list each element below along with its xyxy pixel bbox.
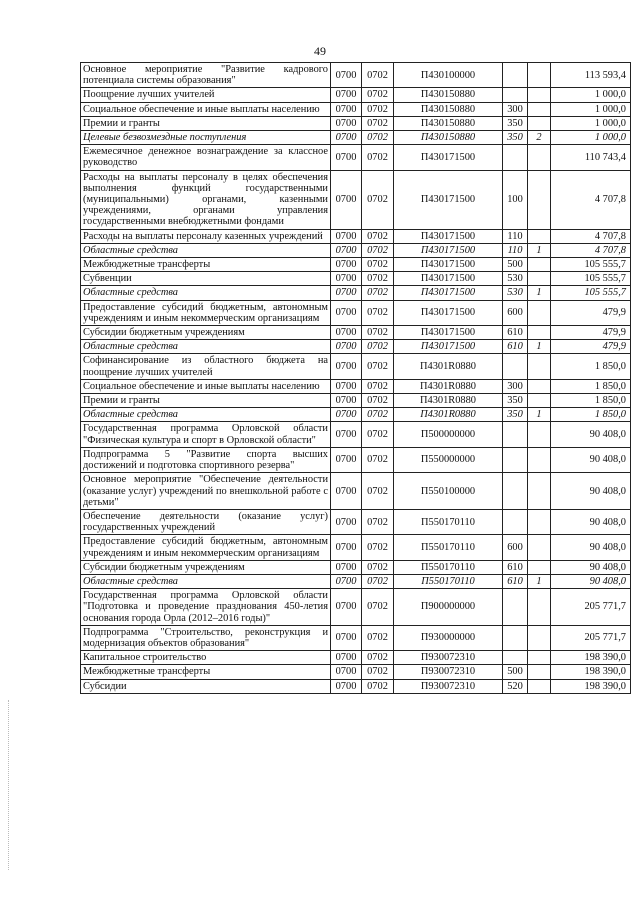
row-expense-type — [503, 145, 528, 170]
row-amount: 90 408,0 — [551, 473, 631, 510]
row-subsection-code: 0702 — [362, 473, 394, 510]
row-target-code: П430171500 — [394, 326, 503, 340]
row-funding-source — [528, 102, 551, 116]
row-funding-source — [528, 422, 551, 447]
row-funding-source — [528, 63, 551, 88]
row-name: Предоставление субсидий бюджетным, автономным учреждениям и иным некоммерческим организациям — [81, 300, 331, 325]
row-amount: 479,9 — [551, 300, 631, 325]
row-subsection-code: 0702 — [362, 63, 394, 88]
row-amount: 479,9 — [551, 326, 631, 340]
row-subsection-code: 0702 — [362, 229, 394, 243]
row-section-code: 0700 — [331, 340, 362, 354]
row-funding-source: 2 — [528, 131, 551, 145]
row-section-code: 0700 — [331, 272, 362, 286]
row-target-code: П430150880 — [394, 88, 503, 102]
row-subsection-code: 0702 — [362, 243, 394, 257]
row-name: Субвенции — [81, 272, 331, 286]
row-expense-type — [503, 589, 528, 626]
table-row — [81, 258, 631, 272]
row-funding-source — [528, 589, 551, 626]
row-amount: 90 408,0 — [551, 422, 631, 447]
row-section-code: 0700 — [331, 379, 362, 393]
table-row — [81, 473, 631, 510]
row-expense-type: 530 — [503, 272, 528, 286]
row-funding-source — [528, 116, 551, 130]
table-row — [81, 340, 631, 354]
row-target-code: П500000000 — [394, 422, 503, 447]
row-amount: 90 408,0 — [551, 560, 631, 574]
row-funding-source — [528, 651, 551, 665]
row-subsection-code: 0702 — [362, 447, 394, 472]
row-name: Областные средства — [81, 408, 331, 422]
row-name: Государственная программа Орловской области "Физическая культура и спорт в Орловской области" — [81, 422, 331, 447]
row-amount: 1 850,0 — [551, 408, 631, 422]
row-subsection-code: 0702 — [362, 560, 394, 574]
row-expense-type: 610 — [503, 326, 528, 340]
row-target-code: П900000000 — [394, 589, 503, 626]
table-body — [81, 63, 631, 694]
row-name: Премии и гранты — [81, 116, 331, 130]
row-subsection-code: 0702 — [362, 102, 394, 116]
table-row — [81, 625, 631, 650]
row-expense-type: 110 — [503, 229, 528, 243]
row-funding-source — [528, 258, 551, 272]
row-name: Основное мероприятие "Обеспечение деятельности (оказание услуг) учреждений по внешкольной работе с детьми" — [81, 473, 331, 510]
row-name: Предоставление субсидий бюджетным, автономным учреждениям и иным некоммерческим организациям — [81, 535, 331, 560]
row-subsection-code: 0702 — [362, 88, 394, 102]
row-funding-source — [528, 560, 551, 574]
row-name: Поощрение лучших учителей — [81, 88, 331, 102]
row-target-code: П430150880 — [394, 116, 503, 130]
row-funding-source — [528, 379, 551, 393]
row-expense-type — [503, 447, 528, 472]
row-expense-type: 350 — [503, 408, 528, 422]
row-section-code: 0700 — [331, 243, 362, 257]
row-expense-type — [503, 422, 528, 447]
table-row — [81, 354, 631, 379]
row-amount: 1 000,0 — [551, 88, 631, 102]
row-section-code: 0700 — [331, 447, 362, 472]
row-name: Софинансирование из областного бюджета на поощрение лучших учителей — [81, 354, 331, 379]
table-row — [81, 88, 631, 102]
row-name: Расходы на выплаты персоналу в целях обеспечения выполнения функций государственными (муниципальными) органами, казенными учреждениями, органами управления государственными внебюджетными фондами — [81, 170, 331, 229]
row-name: Капитальное строительство — [81, 651, 331, 665]
row-section-code: 0700 — [331, 589, 362, 626]
row-section-code: 0700 — [331, 422, 362, 447]
table-row — [81, 679, 631, 693]
row-amount: 90 408,0 — [551, 574, 631, 588]
row-expense-type: 350 — [503, 131, 528, 145]
row-section-code: 0700 — [331, 625, 362, 650]
row-expense-type — [503, 88, 528, 102]
row-subsection-code: 0702 — [362, 394, 394, 408]
table-row — [81, 116, 631, 130]
table-row — [81, 589, 631, 626]
row-target-code: П430171500 — [394, 170, 503, 229]
table-row — [81, 422, 631, 447]
row-section-code: 0700 — [331, 679, 362, 693]
row-amount: 4 707,8 — [551, 229, 631, 243]
row-expense-type — [503, 625, 528, 650]
row-section-code: 0700 — [331, 145, 362, 170]
row-name: Областные средства — [81, 574, 331, 588]
row-subsection-code: 0702 — [362, 116, 394, 130]
row-funding-source — [528, 447, 551, 472]
row-name: Ежемесячное денежное вознаграждение за классное руководство — [81, 145, 331, 170]
row-target-code: П550170110 — [394, 509, 503, 534]
table-row — [81, 286, 631, 300]
row-funding-source — [528, 679, 551, 693]
row-subsection-code: 0702 — [362, 354, 394, 379]
table-row — [81, 272, 631, 286]
row-expense-type: 600 — [503, 300, 528, 325]
row-target-code: П430100000 — [394, 63, 503, 88]
row-section-code: 0700 — [331, 63, 362, 88]
row-target-code: П4301R0880 — [394, 408, 503, 422]
row-amount: 90 408,0 — [551, 535, 631, 560]
row-target-code: П550000000 — [394, 447, 503, 472]
row-expense-type — [503, 473, 528, 510]
row-funding-source — [528, 300, 551, 325]
row-target-code: П430171500 — [394, 243, 503, 257]
row-expense-type: 100 — [503, 170, 528, 229]
row-target-code: П4301R0880 — [394, 394, 503, 408]
page-number: 49 — [314, 44, 326, 58]
table-row — [81, 394, 631, 408]
row-amount: 198 390,0 — [551, 679, 631, 693]
row-section-code: 0700 — [331, 408, 362, 422]
row-name: Подпрограмма 5 "Развитие спорта высших достижений и подготовка спортивного резерва" — [81, 447, 331, 472]
row-subsection-code: 0702 — [362, 509, 394, 534]
row-name: Премии и гранты — [81, 394, 331, 408]
row-expense-type — [503, 509, 528, 534]
table-row — [81, 574, 631, 588]
row-target-code: П930072310 — [394, 651, 503, 665]
row-name: Целевые безвозмездные поступления — [81, 131, 331, 145]
row-section-code: 0700 — [331, 509, 362, 534]
row-section-code: 0700 — [331, 116, 362, 130]
row-target-code: П430171500 — [394, 300, 503, 325]
row-expense-type: 350 — [503, 394, 528, 408]
table-row — [81, 379, 631, 393]
row-subsection-code: 0702 — [362, 408, 394, 422]
row-section-code: 0700 — [331, 286, 362, 300]
row-funding-source — [528, 473, 551, 510]
row-section-code: 0700 — [331, 560, 362, 574]
row-funding-source — [528, 394, 551, 408]
table-row — [81, 102, 631, 116]
row-target-code: П430171500 — [394, 340, 503, 354]
row-subsection-code: 0702 — [362, 651, 394, 665]
row-amount: 1 000,0 — [551, 116, 631, 130]
row-funding-source — [528, 88, 551, 102]
row-subsection-code: 0702 — [362, 379, 394, 393]
table-row — [81, 63, 631, 88]
row-section-code: 0700 — [331, 170, 362, 229]
margin-marks — [8, 700, 11, 870]
row-target-code: П930072310 — [394, 665, 503, 679]
row-amount: 1 850,0 — [551, 394, 631, 408]
row-name: Государственная программа Орловской области "Подготовка и проведение празднования 450-летия основания города Орла (2012–2016 годы)" — [81, 589, 331, 626]
row-subsection-code: 0702 — [362, 340, 394, 354]
row-name: Подпрограмма "Строительство, реконструкция и модернизация объектов образования" — [81, 625, 331, 650]
row-target-code: П430171500 — [394, 145, 503, 170]
row-name: Субсидии бюджетным учреждениям — [81, 560, 331, 574]
table-row — [81, 229, 631, 243]
row-target-code: П430171500 — [394, 272, 503, 286]
row-funding-source — [528, 145, 551, 170]
row-expense-type: 110 — [503, 243, 528, 257]
row-target-code: П550170110 — [394, 560, 503, 574]
row-name: Субсидии — [81, 679, 331, 693]
row-target-code: П430150880 — [394, 131, 503, 145]
table-row — [81, 170, 631, 229]
row-target-code: П550100000 — [394, 473, 503, 510]
row-expense-type: 600 — [503, 535, 528, 560]
row-amount: 479,9 — [551, 340, 631, 354]
table-row — [81, 447, 631, 472]
row-expense-type — [503, 354, 528, 379]
row-amount: 198 390,0 — [551, 651, 631, 665]
row-amount: 90 408,0 — [551, 509, 631, 534]
row-section-code: 0700 — [331, 354, 362, 379]
row-funding-source — [528, 272, 551, 286]
row-section-code: 0700 — [331, 88, 362, 102]
row-amount: 110 743,4 — [551, 145, 631, 170]
row-funding-source — [528, 229, 551, 243]
table-row — [81, 300, 631, 325]
row-target-code: П430171500 — [394, 229, 503, 243]
table-row — [81, 408, 631, 422]
row-expense-type — [503, 651, 528, 665]
row-expense-type: 610 — [503, 560, 528, 574]
row-name: Межбюджетные трансферты — [81, 665, 331, 679]
row-expense-type: 300 — [503, 379, 528, 393]
table-row — [81, 131, 631, 145]
row-name: Обеспечение деятельности (оказание услуг) государственных учреждений — [81, 509, 331, 534]
row-amount: 105 555,7 — [551, 258, 631, 272]
row-target-code: П430171500 — [394, 258, 503, 272]
table-row — [81, 509, 631, 534]
row-subsection-code: 0702 — [362, 145, 394, 170]
row-section-code: 0700 — [331, 394, 362, 408]
row-target-code: П550170110 — [394, 574, 503, 588]
row-funding-source — [528, 354, 551, 379]
row-funding-source: 1 — [528, 286, 551, 300]
row-name: Субсидии бюджетным учреждениям — [81, 326, 331, 340]
row-funding-source — [528, 170, 551, 229]
row-section-code: 0700 — [331, 574, 362, 588]
row-subsection-code: 0702 — [362, 131, 394, 145]
row-expense-type: 350 — [503, 116, 528, 130]
row-funding-source: 1 — [528, 574, 551, 588]
row-amount: 105 555,7 — [551, 286, 631, 300]
row-funding-source — [528, 509, 551, 534]
row-name: Областные средства — [81, 286, 331, 300]
table-row — [81, 145, 631, 170]
row-expense-type — [503, 63, 528, 88]
row-section-code: 0700 — [331, 473, 362, 510]
row-amount: 1 850,0 — [551, 379, 631, 393]
row-subsection-code: 0702 — [362, 574, 394, 588]
row-subsection-code: 0702 — [362, 665, 394, 679]
row-name: Социальное обеспечение и иные выплаты населению — [81, 379, 331, 393]
row-expense-type: 530 — [503, 286, 528, 300]
row-subsection-code: 0702 — [362, 679, 394, 693]
row-expense-type: 610 — [503, 340, 528, 354]
row-funding-source — [528, 665, 551, 679]
row-name: Межбюджетные трансферты — [81, 258, 331, 272]
row-target-code: П4301R0880 — [394, 379, 503, 393]
row-subsection-code: 0702 — [362, 422, 394, 447]
row-expense-type: 610 — [503, 574, 528, 588]
row-subsection-code: 0702 — [362, 286, 394, 300]
row-expense-type: 500 — [503, 665, 528, 679]
row-name: Областные средства — [81, 340, 331, 354]
row-name: Расходы на выплаты персоналу казенных учреждений — [81, 229, 331, 243]
row-subsection-code: 0702 — [362, 258, 394, 272]
row-funding-source — [528, 625, 551, 650]
row-funding-source: 1 — [528, 408, 551, 422]
row-target-code: П930000000 — [394, 625, 503, 650]
table-row — [81, 326, 631, 340]
row-subsection-code: 0702 — [362, 300, 394, 325]
row-subsection-code: 0702 — [362, 272, 394, 286]
row-target-code: П430171500 — [394, 286, 503, 300]
row-target-code: П930072310 — [394, 679, 503, 693]
row-section-code: 0700 — [331, 665, 362, 679]
row-amount: 4 707,8 — [551, 170, 631, 229]
row-section-code: 0700 — [331, 131, 362, 145]
row-section-code: 0700 — [331, 535, 362, 560]
row-name: Основное мероприятие "Развитие кадрового потенциала системы образования" — [81, 63, 331, 88]
row-expense-type: 500 — [503, 258, 528, 272]
row-expense-type: 300 — [503, 102, 528, 116]
table-row — [81, 243, 631, 257]
budget-table — [80, 62, 631, 694]
row-amount: 205 771,7 — [551, 589, 631, 626]
row-subsection-code: 0702 — [362, 170, 394, 229]
row-funding-source — [528, 326, 551, 340]
row-amount: 90 408,0 — [551, 447, 631, 472]
row-expense-type: 520 — [503, 679, 528, 693]
row-funding-source: 1 — [528, 340, 551, 354]
row-funding-source: 1 — [528, 243, 551, 257]
row-name: Областные средства — [81, 243, 331, 257]
row-section-code: 0700 — [331, 258, 362, 272]
row-subsection-code: 0702 — [362, 589, 394, 626]
row-amount: 1 000,0 — [551, 131, 631, 145]
row-amount: 4 707,8 — [551, 243, 631, 257]
row-subsection-code: 0702 — [362, 625, 394, 650]
row-amount: 105 555,7 — [551, 272, 631, 286]
row-subsection-code: 0702 — [362, 535, 394, 560]
row-amount: 113 593,4 — [551, 63, 631, 88]
row-amount: 198 390,0 — [551, 665, 631, 679]
row-subsection-code: 0702 — [362, 326, 394, 340]
row-section-code: 0700 — [331, 102, 362, 116]
row-funding-source — [528, 535, 551, 560]
row-target-code: П550170110 — [394, 535, 503, 560]
table-row — [81, 651, 631, 665]
row-name: Социальное обеспечение и иные выплаты населению — [81, 102, 331, 116]
row-amount: 1 850,0 — [551, 354, 631, 379]
row-section-code: 0700 — [331, 651, 362, 665]
row-target-code: П430150880 — [394, 102, 503, 116]
table-row — [81, 560, 631, 574]
row-target-code: П4301R0880 — [394, 354, 503, 379]
row-amount: 205 771,7 — [551, 625, 631, 650]
row-section-code: 0700 — [331, 326, 362, 340]
row-section-code: 0700 — [331, 300, 362, 325]
row-amount: 1 000,0 — [551, 102, 631, 116]
table-row — [81, 665, 631, 679]
row-section-code: 0700 — [331, 229, 362, 243]
table-row — [81, 535, 631, 560]
